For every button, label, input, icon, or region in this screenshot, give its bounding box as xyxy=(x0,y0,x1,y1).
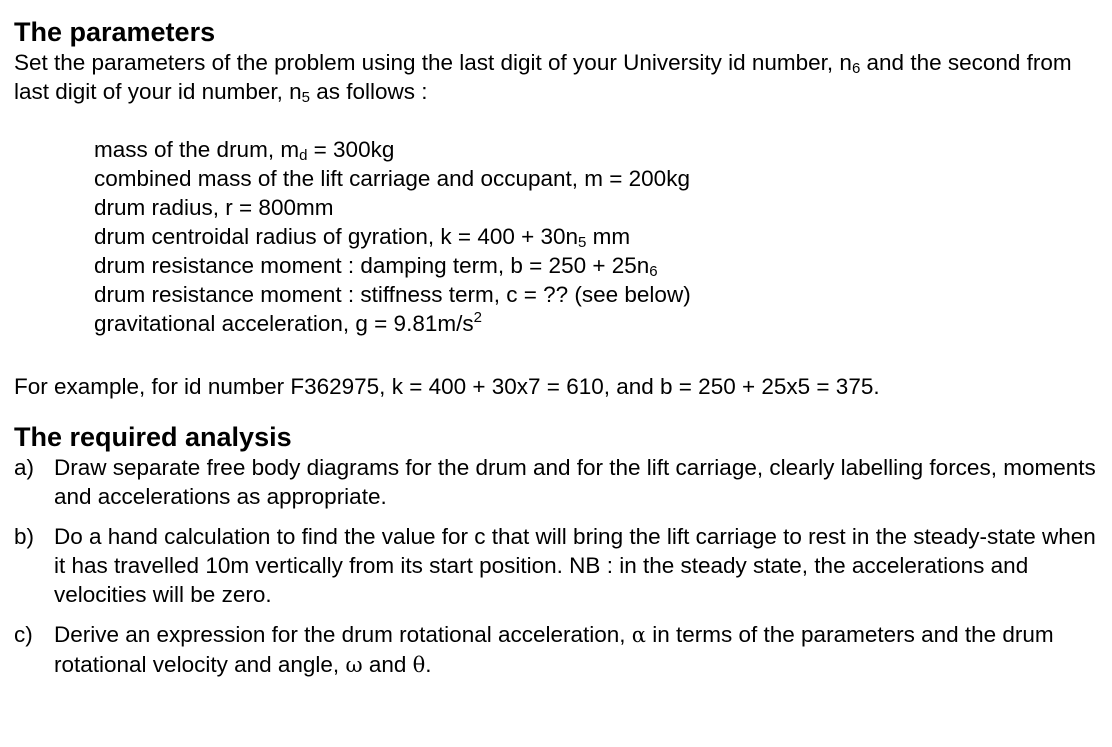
param-item: mass of the drum, $m_d = 300kg$ xyxy=(94,137,395,164)
task-text: Derive an expression for the drum rotational acceleration, α in terms of the parameters and the drum rotational velocity and angle, ω and θ. xyxy=(54,622,1054,677)
task-letter: a) xyxy=(14,455,35,480)
example-paragraph: For example, for id number F362975, k = 400 + 30x7 = 610, and b = 250 + 25x5 = 375. xyxy=(14,374,880,399)
task-item-b xyxy=(14,522,1104,609)
section-title-analysis: The required analysis xyxy=(14,422,292,452)
task-text: Draw separate free body diagrams for the drum and for the lift carriage, clearly labelling forces, moments and accelerations as appropriate. xyxy=(54,455,1096,509)
task-list xyxy=(14,453,1104,680)
alpha-symbol: α xyxy=(631,623,646,647)
task-letter: b) xyxy=(14,524,35,549)
param-item: drum resistance moment : damping term, $b = 250 + 25n_6$ xyxy=(94,253,658,280)
omega-symbol: ω xyxy=(345,653,363,677)
parameter-list xyxy=(94,135,1104,338)
param-item: drum radius, r = 800mm xyxy=(94,195,334,220)
section-title-parameters: The parameters xyxy=(14,17,216,47)
param-item: gravitational acceleration, $g = 9.81m/s^2$ xyxy=(94,309,482,336)
task-item-a xyxy=(14,453,1104,511)
task-text: Do a hand calculation to find the value for c that will bring the lift carriage to rest in the steady-state when it has travelled 10m vertically from its start position. NB : in the steady state, the accelerations and velocities will be zero. xyxy=(54,524,1096,607)
task-letter: c) xyxy=(14,622,33,647)
param-item: drum centroidal radius of gyration, $k = 400 + 30n_5$ mm xyxy=(94,224,631,251)
param-item: drum resistance moment : stiffness term, c = ?? (see below) xyxy=(94,282,691,307)
theta-symbol: θ xyxy=(412,653,426,677)
param-item: combined mass of the lift carriage and occupant, m = 200kg xyxy=(94,166,690,191)
document-page xyxy=(14,16,1104,691)
intro-paragraph: Set the parameters of the problem using the last digit of your University id number, $n_6$ and the second from last digit of your id number, $n_5$ as follows : xyxy=(14,50,1072,106)
task-item-c xyxy=(14,620,1104,680)
